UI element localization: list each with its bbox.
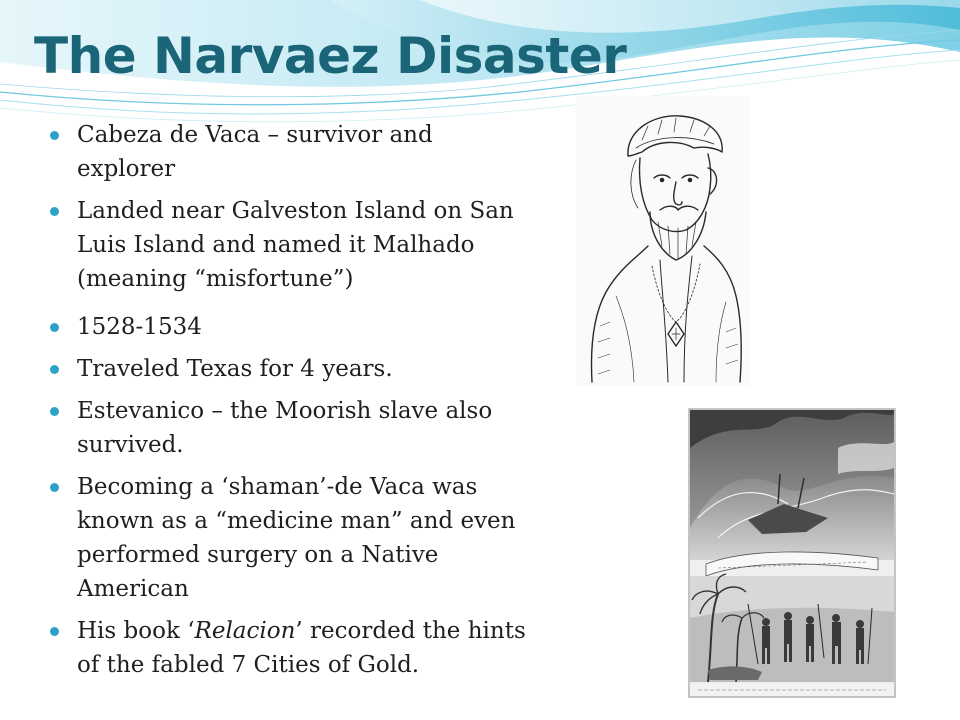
bullet-text: Becoming a ‘shaman’-de Vaca was known as a “medicine man” and even performed surgery on a Native American — [77, 474, 516, 602]
bullet-item — [50, 614, 530, 682]
bullet-item — [50, 394, 530, 462]
bullet-item — [50, 310, 530, 344]
bullet-text: Traveled Texas for 4 years. — [77, 356, 393, 382]
bullet-item — [50, 352, 530, 386]
book-title: Relacion — [194, 618, 296, 644]
bullet-item — [50, 118, 530, 186]
bullet-text: Landed near Galveston Island on San Luis Island and named it Malhado (meaning “misfortune”) — [77, 198, 514, 292]
slide-title: The Narvaez Disaster — [34, 27, 627, 85]
portrait-image — [576, 96, 750, 386]
bullet-text: Estevanico – the Moorish slave also survived. — [77, 398, 493, 458]
bullet-text-pre: His book ‘ — [77, 618, 195, 644]
bullet-text-post: ’ recorded the hints of the fabled 7 Cities of Gold. — [77, 618, 526, 678]
shipwreck-engraving-image — [688, 408, 896, 698]
bullet-item — [50, 194, 530, 296]
bullet-text: 1528-1534 — [77, 314, 202, 340]
bullet-list — [50, 118, 530, 690]
bullet-item — [50, 470, 530, 606]
bullet-text: Cabeza de Vaca – survivor and explorer — [77, 122, 433, 182]
